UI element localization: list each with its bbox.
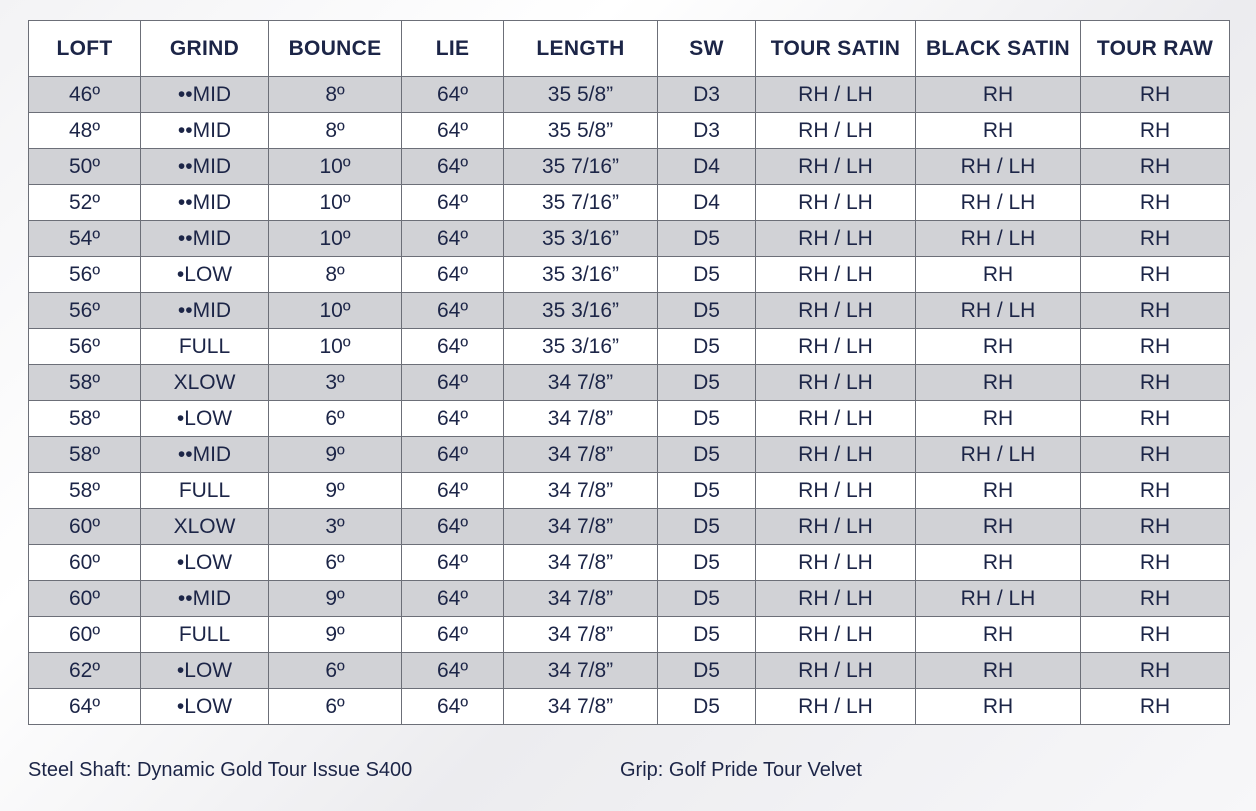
cell-tour-satin: RH / LH <box>756 545 916 581</box>
cell-bounce: 3º <box>269 365 402 401</box>
cell-lie: 64º <box>402 149 504 185</box>
cell-length: 35 7/16” <box>504 149 658 185</box>
cell-tour-raw: RH <box>1081 653 1230 689</box>
cell-black-satin: RH <box>916 473 1081 509</box>
cell-bounce: 6º <box>269 545 402 581</box>
cell-grind: •LOW <box>141 401 269 437</box>
cell-black-satin: RH <box>916 653 1081 689</box>
cell-black-satin: RH <box>916 545 1081 581</box>
cell-grind: •LOW <box>141 653 269 689</box>
header-tour-satin: TOUR SATIN <box>756 21 916 77</box>
cell-grind: ••MID <box>141 185 269 221</box>
cell-sw: D5 <box>658 545 756 581</box>
cell-grind: FULL <box>141 329 269 365</box>
cell-black-satin: RH <box>916 689 1081 725</box>
cell-loft: 58º <box>29 401 141 437</box>
cell-grind: ••MID <box>141 149 269 185</box>
cell-length: 35 5/8” <box>504 113 658 149</box>
cell-length: 34 7/8” <box>504 401 658 437</box>
table-body <box>29 77 1230 725</box>
cell-loft: 58º <box>29 437 141 473</box>
cell-lie: 64º <box>402 689 504 725</box>
cell-length: 35 3/16” <box>504 329 658 365</box>
table-row <box>29 401 1230 437</box>
cell-grind: FULL <box>141 473 269 509</box>
cell-grind: •LOW <box>141 257 269 293</box>
cell-loft: 50º <box>29 149 141 185</box>
header-bounce: BOUNCE <box>269 21 402 77</box>
header-length: LENGTH <box>504 21 658 77</box>
cell-sw: D5 <box>658 581 756 617</box>
cell-tour-satin: RH / LH <box>756 185 916 221</box>
cell-black-satin: RH <box>916 329 1081 365</box>
cell-tour-satin: RH / LH <box>756 257 916 293</box>
cell-lie: 64º <box>402 509 504 545</box>
cell-bounce: 10º <box>269 293 402 329</box>
cell-length: 34 7/8” <box>504 653 658 689</box>
cell-sw: D4 <box>658 185 756 221</box>
cell-black-satin: RH / LH <box>916 293 1081 329</box>
cell-black-satin: RH / LH <box>916 437 1081 473</box>
table-row <box>29 329 1230 365</box>
cell-grind: ••MID <box>141 221 269 257</box>
cell-black-satin: RH / LH <box>916 149 1081 185</box>
cell-tour-satin: RH / LH <box>756 365 916 401</box>
cell-length: 34 7/8” <box>504 473 658 509</box>
cell-bounce: 9º <box>269 581 402 617</box>
table-row <box>29 149 1230 185</box>
cell-loft: 64º <box>29 689 141 725</box>
cell-loft: 60º <box>29 545 141 581</box>
table-row <box>29 689 1230 725</box>
cell-tour-raw: RH <box>1081 257 1230 293</box>
cell-sw: D5 <box>658 221 756 257</box>
cell-lie: 64º <box>402 437 504 473</box>
cell-bounce: 6º <box>269 401 402 437</box>
cell-length: 34 7/8” <box>504 509 658 545</box>
cell-tour-raw: RH <box>1081 509 1230 545</box>
cell-loft: 58º <box>29 473 141 509</box>
cell-loft: 48º <box>29 113 141 149</box>
cell-tour-satin: RH / LH <box>756 689 916 725</box>
cell-grind: ••MID <box>141 77 269 113</box>
table-row <box>29 365 1230 401</box>
cell-length: 35 5/8” <box>504 77 658 113</box>
cell-black-satin: RH <box>916 113 1081 149</box>
cell-loft: 56º <box>29 293 141 329</box>
cell-tour-satin: RH / LH <box>756 437 916 473</box>
cell-length: 34 7/8” <box>504 689 658 725</box>
cell-tour-raw: RH <box>1081 581 1230 617</box>
cell-bounce: 9º <box>269 437 402 473</box>
cell-tour-raw: RH <box>1081 113 1230 149</box>
cell-sw: D5 <box>658 473 756 509</box>
cell-grind: XLOW <box>141 365 269 401</box>
cell-tour-raw: RH <box>1081 185 1230 221</box>
cell-tour-satin: RH / LH <box>756 329 916 365</box>
cell-tour-raw: RH <box>1081 473 1230 509</box>
cell-sw: D5 <box>658 329 756 365</box>
cell-sw: D5 <box>658 509 756 545</box>
header-loft: LOFT <box>29 21 141 77</box>
cell-loft: 60º <box>29 509 141 545</box>
cell-grind: •LOW <box>141 689 269 725</box>
cell-bounce: 9º <box>269 617 402 653</box>
cell-tour-raw: RH <box>1081 617 1230 653</box>
table-row <box>29 221 1230 257</box>
cell-sw: D5 <box>658 617 756 653</box>
table-row <box>29 185 1230 221</box>
cell-tour-raw: RH <box>1081 437 1230 473</box>
cell-black-satin: RH / LH <box>916 221 1081 257</box>
cell-lie: 64º <box>402 293 504 329</box>
cell-sw: D5 <box>658 293 756 329</box>
cell-tour-raw: RH <box>1081 545 1230 581</box>
table-row <box>29 257 1230 293</box>
cell-lie: 64º <box>402 113 504 149</box>
cell-loft: 46º <box>29 77 141 113</box>
cell-loft: 52º <box>29 185 141 221</box>
grip-note: Grip: Golf Pride Tour Velvet <box>620 759 862 781</box>
cell-length: 34 7/8” <box>504 365 658 401</box>
cell-lie: 64º <box>402 77 504 113</box>
cell-sw: D3 <box>658 77 756 113</box>
table-row <box>29 77 1230 113</box>
header-black-satin: BLACK SATIN <box>916 21 1081 77</box>
header-lie: LIE <box>402 21 504 77</box>
cell-loft: 58º <box>29 365 141 401</box>
cell-black-satin: RH / LH <box>916 185 1081 221</box>
table-header-row <box>29 21 1230 77</box>
cell-tour-satin: RH / LH <box>756 653 916 689</box>
cell-bounce: 8º <box>269 257 402 293</box>
cell-tour-raw: RH <box>1081 329 1230 365</box>
cell-bounce: 10º <box>269 149 402 185</box>
cell-lie: 64º <box>402 581 504 617</box>
cell-grind: ••MID <box>141 113 269 149</box>
cell-lie: 64º <box>402 653 504 689</box>
cell-loft: 60º <box>29 617 141 653</box>
cell-tour-satin: RH / LH <box>756 293 916 329</box>
cell-lie: 64º <box>402 473 504 509</box>
cell-length: 34 7/8” <box>504 581 658 617</box>
cell-tour-satin: RH / LH <box>756 509 916 545</box>
table-row <box>29 473 1230 509</box>
cell-lie: 64º <box>402 401 504 437</box>
table-row <box>29 617 1230 653</box>
cell-bounce: 6º <box>269 689 402 725</box>
cell-sw: D5 <box>658 401 756 437</box>
cell-lie: 64º <box>402 221 504 257</box>
cell-loft: 56º <box>29 329 141 365</box>
cell-bounce: 3º <box>269 509 402 545</box>
cell-sw: D5 <box>658 365 756 401</box>
table-row <box>29 653 1230 689</box>
cell-tour-raw: RH <box>1081 365 1230 401</box>
header-sw: SW <box>658 21 756 77</box>
cell-tour-raw: RH <box>1081 293 1230 329</box>
header-grind: GRIND <box>141 21 269 77</box>
cell-bounce: 9º <box>269 473 402 509</box>
cell-tour-satin: RH / LH <box>756 77 916 113</box>
cell-tour-raw: RH <box>1081 401 1230 437</box>
cell-black-satin: RH <box>916 77 1081 113</box>
cell-length: 35 3/16” <box>504 257 658 293</box>
cell-lie: 64º <box>402 329 504 365</box>
cell-tour-raw: RH <box>1081 221 1230 257</box>
table-row <box>29 293 1230 329</box>
cell-grind: ••MID <box>141 293 269 329</box>
cell-loft: 56º <box>29 257 141 293</box>
cell-length: 35 7/16” <box>504 185 658 221</box>
cell-bounce: 6º <box>269 653 402 689</box>
cell-sw: D5 <box>658 437 756 473</box>
cell-tour-satin: RH / LH <box>756 221 916 257</box>
cell-loft: 62º <box>29 653 141 689</box>
wedge-spec-table <box>28 20 1230 725</box>
cell-loft: 54º <box>29 221 141 257</box>
cell-tour-raw: RH <box>1081 149 1230 185</box>
cell-sw: D5 <box>658 653 756 689</box>
cell-black-satin: RH <box>916 365 1081 401</box>
cell-bounce: 10º <box>269 185 402 221</box>
cell-tour-satin: RH / LH <box>756 401 916 437</box>
cell-grind: ••MID <box>141 437 269 473</box>
cell-lie: 64º <box>402 257 504 293</box>
cell-bounce: 8º <box>269 113 402 149</box>
cell-black-satin: RH <box>916 617 1081 653</box>
cell-tour-satin: RH / LH <box>756 581 916 617</box>
cell-length: 34 7/8” <box>504 545 658 581</box>
cell-loft: 60º <box>29 581 141 617</box>
cell-tour-satin: RH / LH <box>756 113 916 149</box>
header-tour-raw: TOUR RAW <box>1081 21 1230 77</box>
cell-lie: 64º <box>402 545 504 581</box>
cell-tour-satin: RH / LH <box>756 617 916 653</box>
cell-bounce: 10º <box>269 329 402 365</box>
table-row <box>29 581 1230 617</box>
cell-black-satin: RH / LH <box>916 581 1081 617</box>
cell-lie: 64º <box>402 365 504 401</box>
cell-sw: D5 <box>658 257 756 293</box>
cell-grind: XLOW <box>141 509 269 545</box>
cell-length: 35 3/16” <box>504 221 658 257</box>
cell-bounce: 8º <box>269 77 402 113</box>
cell-black-satin: RH <box>916 401 1081 437</box>
table-row <box>29 437 1230 473</box>
cell-lie: 64º <box>402 617 504 653</box>
table-row <box>29 509 1230 545</box>
cell-grind: FULL <box>141 617 269 653</box>
cell-length: 34 7/8” <box>504 437 658 473</box>
cell-length: 34 7/8” <box>504 617 658 653</box>
cell-tour-satin: RH / LH <box>756 473 916 509</box>
cell-grind: ••MID <box>141 581 269 617</box>
cell-black-satin: RH <box>916 257 1081 293</box>
cell-lie: 64º <box>402 185 504 221</box>
table-row <box>29 545 1230 581</box>
shaft-note: Steel Shaft: Dynamic Gold Tour Issue S400 <box>28 759 413 781</box>
cell-tour-raw: RH <box>1081 689 1230 725</box>
cell-length: 35 3/16” <box>504 293 658 329</box>
cell-sw: D3 <box>658 113 756 149</box>
table-row <box>29 113 1230 149</box>
cell-tour-raw: RH <box>1081 77 1230 113</box>
cell-bounce: 10º <box>269 221 402 257</box>
cell-sw: D5 <box>658 689 756 725</box>
cell-grind: •LOW <box>141 545 269 581</box>
cell-sw: D4 <box>658 149 756 185</box>
cell-black-satin: RH <box>916 509 1081 545</box>
cell-tour-satin: RH / LH <box>756 149 916 185</box>
